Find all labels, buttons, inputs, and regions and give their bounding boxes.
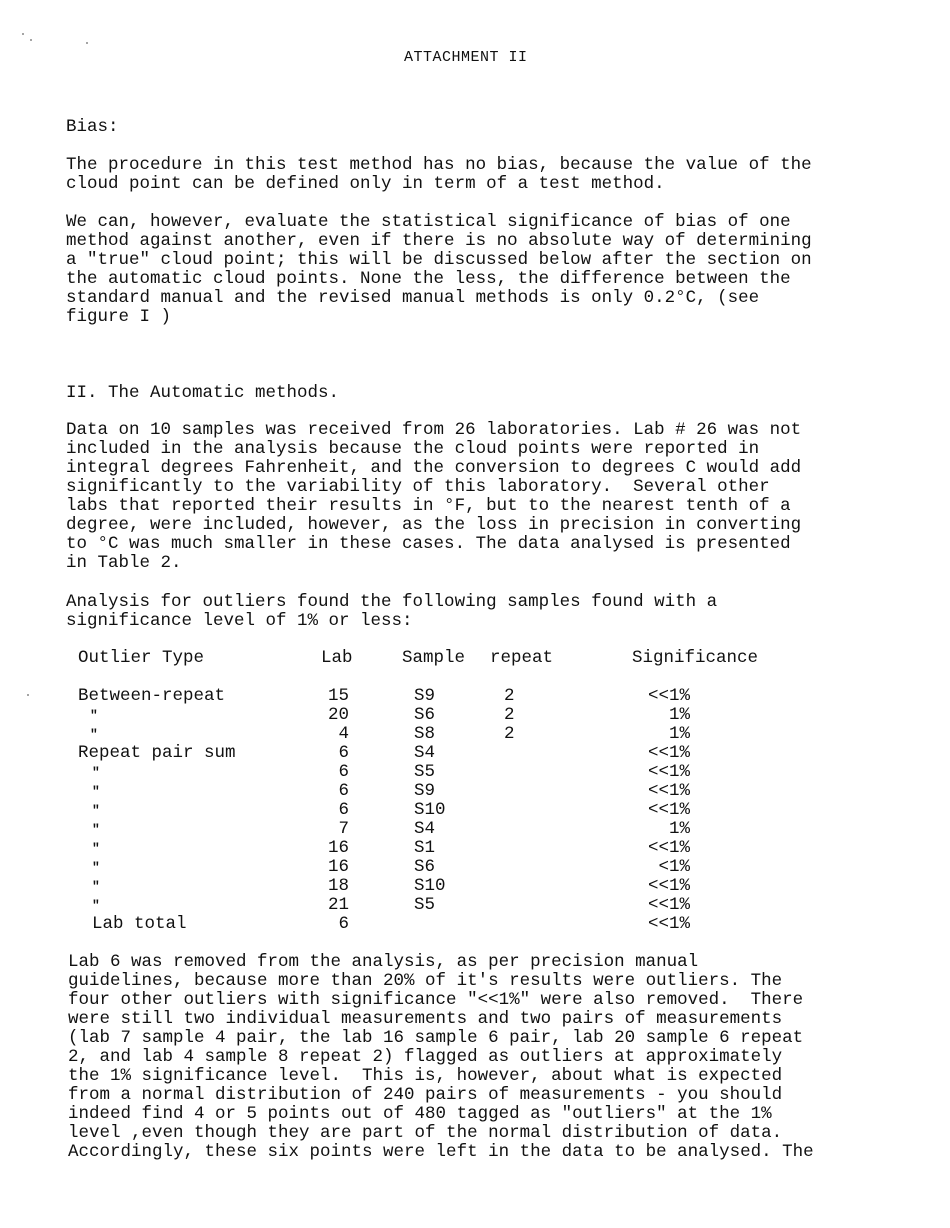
cell-significance: <<1% — [647, 895, 690, 915]
scan-speck — [22, 33, 24, 35]
table-row — [0, 877, 950, 896]
cell-type: " — [92, 822, 100, 837]
text-line: figure I ) — [66, 307, 172, 327]
text-line: the 1% significance level. This is, however, about what is expected — [68, 1066, 783, 1086]
cell-significance: <<1% — [647, 914, 690, 934]
page-header: ATTACHMENT II — [404, 49, 528, 66]
cell-repeat: 2 — [504, 686, 515, 706]
text-line: level ,even though they are part of the normal distribution of data. — [68, 1123, 783, 1143]
scan-speck — [86, 42, 88, 44]
cell-significance: <<1% — [647, 876, 690, 896]
text-line: significantly to the variability of this laboratory. Several other — [66, 477, 770, 497]
table-row — [0, 858, 950, 877]
cell-sample: S10 — [414, 876, 446, 896]
column-header-type: Outlier Type — [78, 648, 205, 668]
cell-sample: S9 — [414, 781, 436, 801]
table-row — [0, 687, 950, 706]
cell-lab: 15 — [327, 686, 349, 706]
table-row — [0, 839, 950, 858]
cell-lab: 20 — [327, 705, 349, 725]
cell-lab: 7 — [338, 819, 349, 839]
cell-sample: S6 — [414, 705, 436, 725]
text-line: cloud point can be defined only in term of a test method. — [66, 174, 665, 194]
text-line: from a normal distribution of 240 pairs of measurements - you should — [68, 1085, 783, 1105]
text-line: in Table 2. — [66, 553, 182, 573]
text-line: Accordingly, these six points were left in the data to be analysed. The — [68, 1142, 814, 1162]
cell-type: Repeat pair sum — [78, 743, 236, 763]
column-header-sample: Sample — [402, 648, 466, 668]
text-line: We can, however, evaluate the statistical significance of bias of one — [66, 212, 791, 232]
text-line: degree, were included, however, as the loss in precision in converting — [66, 515, 802, 535]
cell-lab: 6 — [338, 800, 349, 820]
table-row — [0, 801, 950, 820]
column-header-lab: Lab — [321, 648, 353, 668]
cell-lab: 6 — [338, 781, 349, 801]
cell-lab: 6 — [338, 743, 349, 763]
text-line: guidelines, because more than 20% of it's results were outliers. The — [68, 971, 783, 991]
text-line: included in the analysis because the cloud points were reported in — [66, 439, 760, 459]
table-row — [0, 725, 950, 744]
cell-lab: 18 — [327, 876, 349, 896]
cell-sample: S6 — [414, 857, 436, 877]
cell-sample: S5 — [414, 895, 436, 915]
cell-repeat: 2 — [504, 724, 515, 744]
cell-lab: 21 — [327, 895, 349, 915]
table-row — [0, 706, 950, 725]
text-line: to °C was much smaller in these cases. The data analysed is presented — [66, 534, 791, 554]
table-row — [0, 744, 950, 763]
cell-significance: 1% — [668, 705, 690, 725]
column-header-repeat: repeat — [490, 648, 554, 668]
cell-significance: <<1% — [647, 762, 690, 782]
table-row — [0, 763, 950, 782]
table-row — [0, 820, 950, 839]
table-row — [0, 782, 950, 801]
cell-type: " — [92, 879, 100, 894]
cell-type: " — [92, 898, 100, 913]
scan-speck — [30, 39, 32, 41]
cell-lab: 6 — [338, 914, 349, 934]
text-line: four other outliers with significance "<<1%" were also removed. There — [68, 990, 804, 1010]
cell-sample: S8 — [414, 724, 436, 744]
text-line: standard manual and the revised manual methods is only 0.2°C, (see — [66, 288, 760, 308]
text-line: were still two individual measurements and two pairs of measurements — [68, 1009, 783, 1029]
table-header — [0, 649, 950, 668]
cell-sample: S4 — [414, 819, 436, 839]
text-line: Data on 10 samples was received from 26 laboratories. Lab # 26 was not — [66, 420, 802, 440]
cell-lab: 16 — [327, 838, 349, 858]
cell-significance: <<1% — [647, 800, 690, 820]
cell-lab: 6 — [338, 762, 349, 782]
cell-type: " — [92, 784, 100, 799]
text-line: Lab 6 was removed from the analysis, as per precision manual — [68, 952, 699, 972]
cell-significance: <<1% — [647, 686, 690, 706]
text-line: 2, and lab 4 sample 8 repeat 2) flagged as outliers at approximately — [68, 1047, 783, 1067]
cell-sample: S1 — [414, 838, 436, 858]
cell-sample: S4 — [414, 743, 436, 763]
cell-significance: <<1% — [647, 838, 690, 858]
cell-significance: <<1% — [647, 743, 690, 763]
text-line: (lab 7 sample 4 pair, the lab 16 sample 6 pair, lab 20 sample 6 repeat — [68, 1028, 804, 1048]
text-line: The procedure in this test method has no bias, because the value of the — [66, 155, 812, 175]
cell-significance: 1% — [668, 724, 690, 744]
column-header-significance: Significance — [632, 648, 759, 668]
text-line: the automatic cloud points. None the less, the difference between the — [66, 269, 791, 289]
bias-heading: Bias: — [66, 117, 119, 137]
text-line: method against another, even if there is no absolute way of determining — [66, 231, 812, 251]
table-row — [0, 896, 950, 915]
cell-type: " — [92, 841, 100, 856]
text-line: integral degrees Fahrenheit, and the conversion to degrees C would add — [66, 458, 802, 478]
cell-significance: <<1% — [647, 781, 690, 801]
section-heading: II. The Automatic methods. — [66, 383, 340, 403]
cell-type: " — [90, 708, 98, 723]
cell-type: " — [92, 803, 100, 818]
text-line: indeed find 4 or 5 points out of 480 tagged as "outliers" at the 1% — [68, 1104, 772, 1124]
cell-sample: S5 — [414, 762, 436, 782]
cell-sample: S10 — [414, 800, 446, 820]
cell-type: " — [92, 765, 100, 780]
cell-type: Between-repeat — [78, 686, 226, 706]
text-line: labs that reported their results in °F, but to the nearest tenth of a — [66, 496, 791, 516]
text-line: Analysis for outliers found the following samples found with a — [66, 592, 718, 612]
text-line: significance level of 1% or less: — [66, 611, 413, 631]
text-line: a "true" cloud point; this will be discussed below after the section on — [66, 250, 812, 270]
cell-sample: S9 — [414, 686, 436, 706]
cell-type: " — [92, 860, 100, 875]
cell-lab: 4 — [338, 724, 349, 744]
cell-repeat: 2 — [504, 705, 515, 725]
cell-lab: 16 — [327, 857, 349, 877]
cell-type: Lab total — [92, 914, 187, 934]
cell-significance: 1% — [668, 819, 690, 839]
cell-significance: <1% — [658, 857, 690, 877]
table-row — [0, 915, 950, 934]
cell-type: " — [90, 727, 98, 742]
